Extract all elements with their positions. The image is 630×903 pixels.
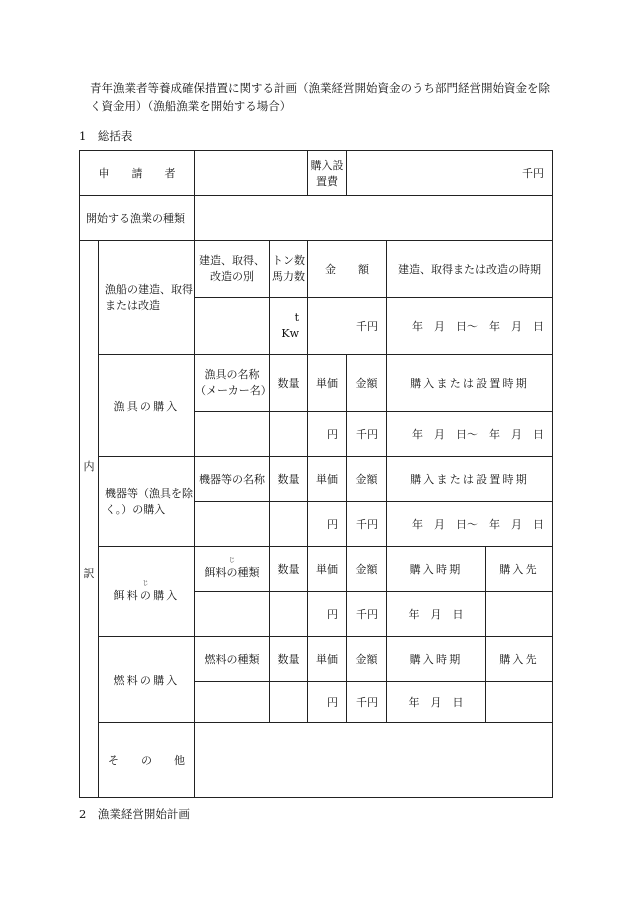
gear-amount-value[interactable]: 千円 bbox=[347, 412, 387, 457]
vessel-period-value[interactable]: 年 月 日～ 年 月 日 bbox=[387, 298, 553, 355]
fuel-col-supplier: 購入先 bbox=[486, 637, 553, 682]
equipment-unit-price-value[interactable]: 円 bbox=[308, 502, 347, 547]
fuel-unit-price-value[interactable]: 円 bbox=[308, 682, 347, 723]
other-label: そ の 他 bbox=[99, 723, 195, 798]
breakdown-char-2: 訳 bbox=[83, 566, 95, 580]
purchase-cost-value[interactable]: 千円 bbox=[347, 151, 553, 196]
vessel-col-capacity: トン数馬力数 bbox=[270, 241, 308, 298]
gear-qty-value[interactable] bbox=[270, 412, 308, 457]
fuel-col-qty: 数量 bbox=[270, 637, 308, 682]
fuel-col-period: 購入時期 bbox=[387, 637, 486, 682]
vessel-capacity-value[interactable] bbox=[270, 298, 308, 355]
equipment-label: 機器等（漁具を除く。）の購入 bbox=[99, 457, 195, 547]
summary-table bbox=[79, 150, 553, 798]
equipment-col-amount: 金額 bbox=[347, 457, 387, 502]
equipment-period-value[interactable]: 年 月 日～ 年 月 日 bbox=[387, 502, 553, 547]
applicant-label: 申 請 者 bbox=[80, 151, 195, 196]
feed-unit-price-value[interactable]: 円 bbox=[308, 592, 347, 637]
vessel-amount-value[interactable]: 千円 bbox=[308, 298, 387, 355]
equipment-col-period: 購入または設置時期 bbox=[387, 457, 553, 502]
gear-col-unit-price: 単価 bbox=[308, 355, 347, 412]
fuel-col-unit-price: 単価 bbox=[308, 637, 347, 682]
other-value[interactable] bbox=[195, 723, 553, 798]
fuel-period-value[interactable]: 年 月 日 bbox=[387, 682, 486, 723]
fishery-type-label: 開始する漁業の種類 bbox=[80, 196, 195, 241]
equipment-amount-value[interactable]: 千円 bbox=[347, 502, 387, 547]
breakdown-label bbox=[80, 241, 99, 798]
fuel-col-amount: 金額 bbox=[347, 637, 387, 682]
breakdown-char-1: 内 bbox=[83, 459, 95, 473]
applicant-value[interactable] bbox=[195, 151, 308, 196]
vessel-col-type: 建造、取得、改造の別 bbox=[195, 241, 270, 298]
fuel-col-name: 燃料の種類 bbox=[195, 637, 270, 682]
gear-period-value[interactable]: 年 月 日～ 年 月 日 bbox=[387, 412, 553, 457]
fuel-qty-value[interactable] bbox=[270, 682, 308, 723]
section-1-heading: 1 総括表 bbox=[79, 129, 133, 143]
feed-col-amount: 金額 bbox=[347, 547, 387, 592]
gear-col-period: 購入または設置時期 bbox=[387, 355, 553, 412]
feed-col-supplier: 購入先 bbox=[486, 547, 553, 592]
fuel-name-value[interactable] bbox=[195, 682, 270, 723]
unit-kw: Kw bbox=[281, 327, 299, 340]
vessel-label: 漁船の建造、取得または改造 bbox=[99, 241, 195, 355]
feed-col-qty: 数量 bbox=[270, 547, 308, 592]
gear-col-amount: 金額 bbox=[347, 355, 387, 412]
fuel-label: 燃料の購入 bbox=[99, 637, 195, 723]
feed-col-period: 購入時期 bbox=[387, 547, 486, 592]
feed-col-name-ruby: じ bbox=[228, 557, 235, 564]
vessel-col-amount: 金 額 bbox=[308, 241, 387, 298]
document-title: 青年漁業者等養成確保措置に関する計画（漁業経営開始資金のうち部門経営開始資金を除く資金用）（漁船漁業を開始する場合） bbox=[90, 81, 550, 113]
feed-qty-value[interactable] bbox=[270, 592, 308, 637]
feed-col-name bbox=[195, 547, 270, 592]
gear-col-qty: 数量 bbox=[270, 355, 308, 412]
equipment-col-unit-price: 単価 bbox=[308, 457, 347, 502]
equipment-col-name: 機器等の名称 bbox=[195, 457, 270, 502]
gear-unit-price-value[interactable]: 円 bbox=[308, 412, 347, 457]
feed-col-name-text: 餌料の種類 bbox=[204, 566, 260, 579]
section-2-heading: 2 漁業経営開始計画 bbox=[79, 807, 190, 821]
equipment-col-qty: 数量 bbox=[270, 457, 308, 502]
unit-t: t bbox=[294, 311, 299, 324]
feed-period-value[interactable]: 年 月 日 bbox=[387, 592, 486, 637]
vessel-col-period: 建造、取得または改造の時期 bbox=[387, 241, 553, 298]
purchase-cost-label: 購入設置費 bbox=[308, 151, 347, 196]
gear-name-value[interactable] bbox=[195, 412, 270, 457]
vessel-type-value[interactable] bbox=[195, 298, 270, 355]
feed-label bbox=[99, 547, 195, 637]
equipment-name-value[interactable] bbox=[195, 502, 270, 547]
feed-label-text: 餌料の購入 bbox=[113, 588, 180, 602]
fuel-amount-value[interactable]: 千円 bbox=[347, 682, 387, 723]
feed-name-value[interactable] bbox=[195, 592, 270, 637]
fishery-type-value[interactable] bbox=[195, 196, 553, 241]
gear-label: 漁具の購入 bbox=[99, 355, 195, 457]
gear-col-name: 漁具の名称（メーカー名） bbox=[195, 355, 270, 412]
feed-ruby: じ bbox=[142, 579, 151, 587]
equipment-qty-value[interactable] bbox=[270, 502, 308, 547]
feed-amount-value[interactable]: 千円 bbox=[347, 592, 387, 637]
feed-supplier-value[interactable] bbox=[486, 592, 553, 637]
fuel-supplier-value[interactable] bbox=[486, 682, 553, 723]
feed-col-unit-price: 単価 bbox=[308, 547, 347, 592]
